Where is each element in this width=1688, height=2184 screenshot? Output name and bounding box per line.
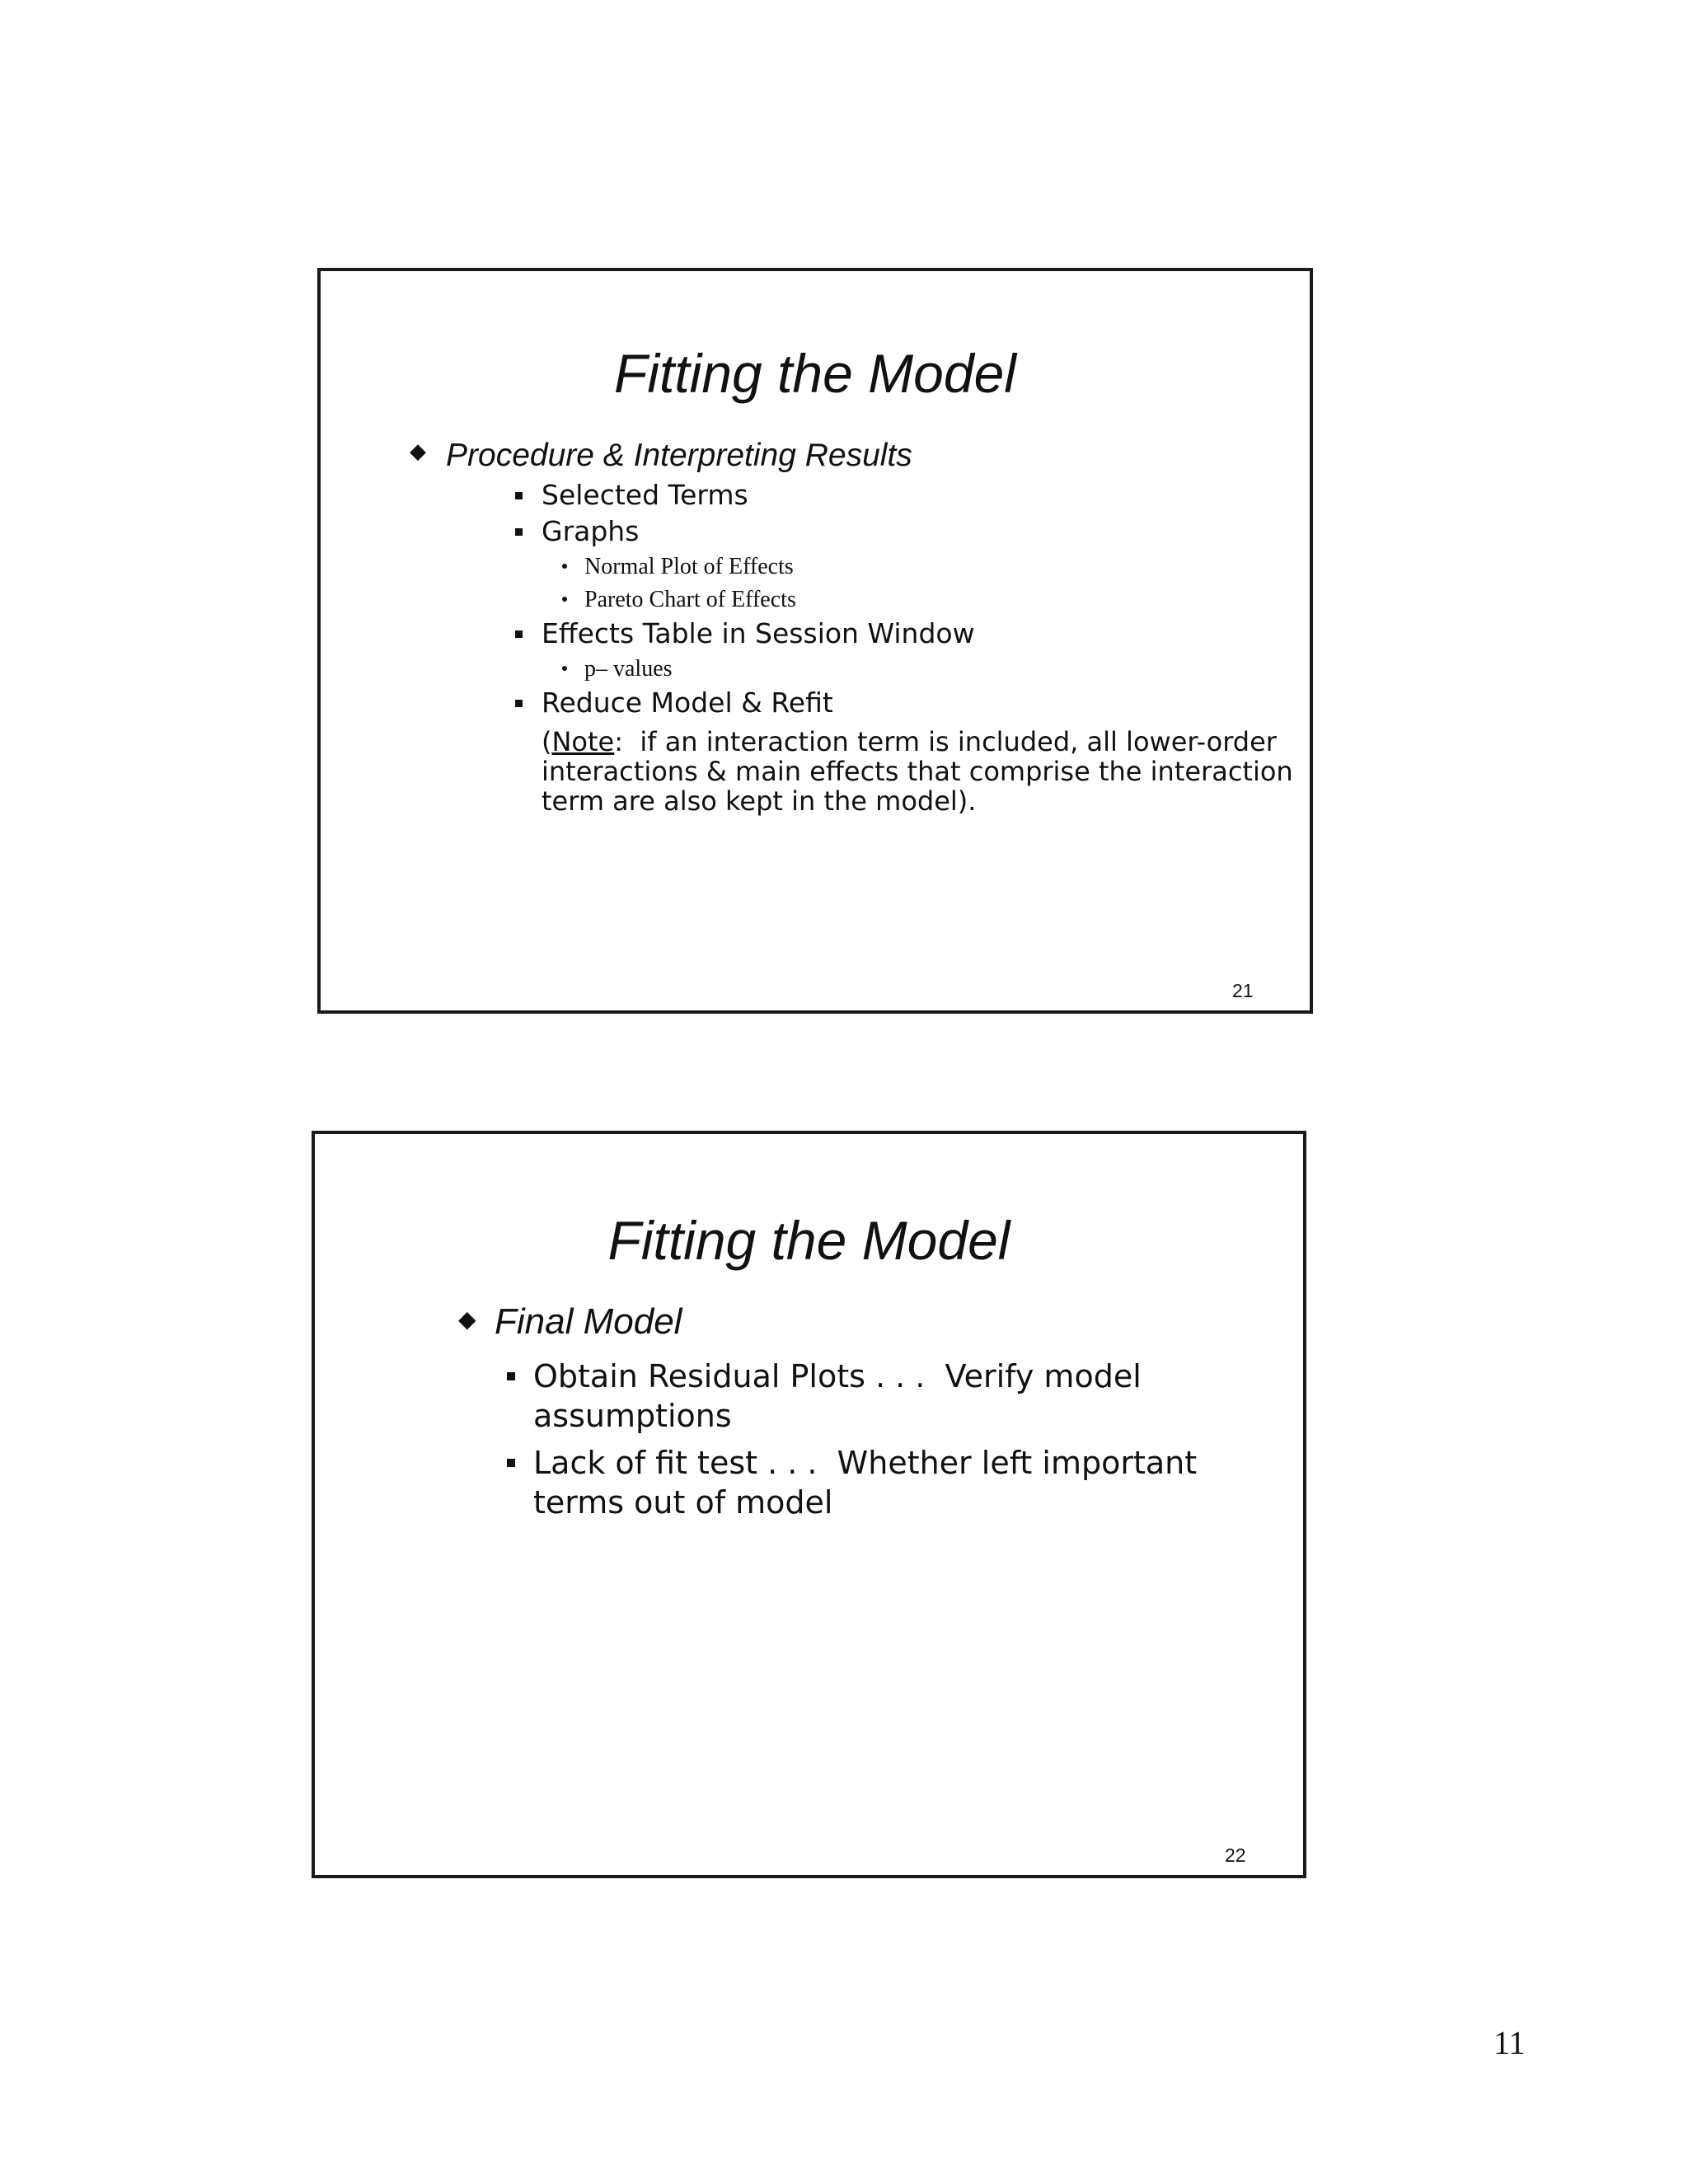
note-line-1: (Note: if an interaction term is included, all lower-order (542, 726, 1277, 757)
bullet-text: Graphs (542, 515, 640, 547)
sub-bullet-text: Normal Plot of Effects (584, 554, 794, 579)
sub-bullet-normal-plot (584, 554, 794, 580)
note-line-3: term are also kept in the model). (542, 785, 977, 817)
bullet-text-line-1: Obtain Residual Plots . . . Verify model (533, 1358, 1142, 1394)
note-label: Note (551, 726, 615, 757)
page-number: 11 (1493, 2024, 1526, 2061)
square-bullet-icon (515, 528, 523, 536)
square-bullet-icon (507, 1459, 515, 1467)
dot-bullet-icon (562, 597, 567, 602)
bullet-effects-table (542, 617, 975, 649)
dot-bullet-icon (562, 666, 567, 671)
note-text (542, 726, 1293, 817)
bullet-text-line-2: assumptions (533, 1398, 732, 1434)
note-line-2: interactions & main effects that comprise the interaction (542, 756, 1293, 787)
heading-final-model (458, 1301, 682, 1343)
dot-bullet-icon (562, 564, 567, 569)
sub-bullet-p-values (584, 656, 673, 682)
square-bullet-icon (507, 1372, 515, 1380)
bullet-text-line-2: terms out of model (533, 1484, 833, 1521)
diamond-bullet-icon: ◆ (410, 439, 426, 464)
sub-bullet-pareto-chart (584, 587, 796, 613)
slide-22 (312, 1131, 1306, 1878)
bullet-lack-of-fit (533, 1443, 1197, 1522)
bullet-reduce-model (542, 687, 833, 719)
sub-bullet-text: Pareto Chart of Effects (584, 587, 796, 612)
bullet-residual-plots (533, 1357, 1142, 1436)
bullet-text-line-1: Lack of fit test . . . Whether left important (533, 1445, 1198, 1481)
heading-text: Final Model (495, 1301, 682, 1342)
slide-number: 22 (1225, 1844, 1246, 1866)
heading-procedure (410, 438, 912, 474)
bullet-graphs (542, 515, 639, 547)
note-line-1-text: : if an interaction term is included, all lower-order (614, 726, 1277, 757)
bullet-selected-terms (542, 479, 748, 511)
slide-title: Fitting the Model (614, 343, 1016, 404)
slide-21 (317, 268, 1313, 1014)
heading-text: Procedure & Interpreting Results (446, 438, 912, 473)
bullet-text: Effects Table in Session Window (542, 617, 975, 649)
bullet-text: Selected Terms (542, 479, 748, 511)
square-bullet-icon (515, 700, 523, 707)
square-bullet-icon (515, 630, 523, 638)
square-bullet-icon (515, 492, 523, 499)
sub-bullet-text: p– values (584, 656, 673, 682)
bullet-text: Reduce Model & Refit (542, 687, 833, 719)
slide-title: Fitting the Model (607, 1210, 1010, 1271)
diamond-bullet-icon: ◆ (458, 1305, 476, 1333)
slide-number: 21 (1232, 980, 1254, 1001)
